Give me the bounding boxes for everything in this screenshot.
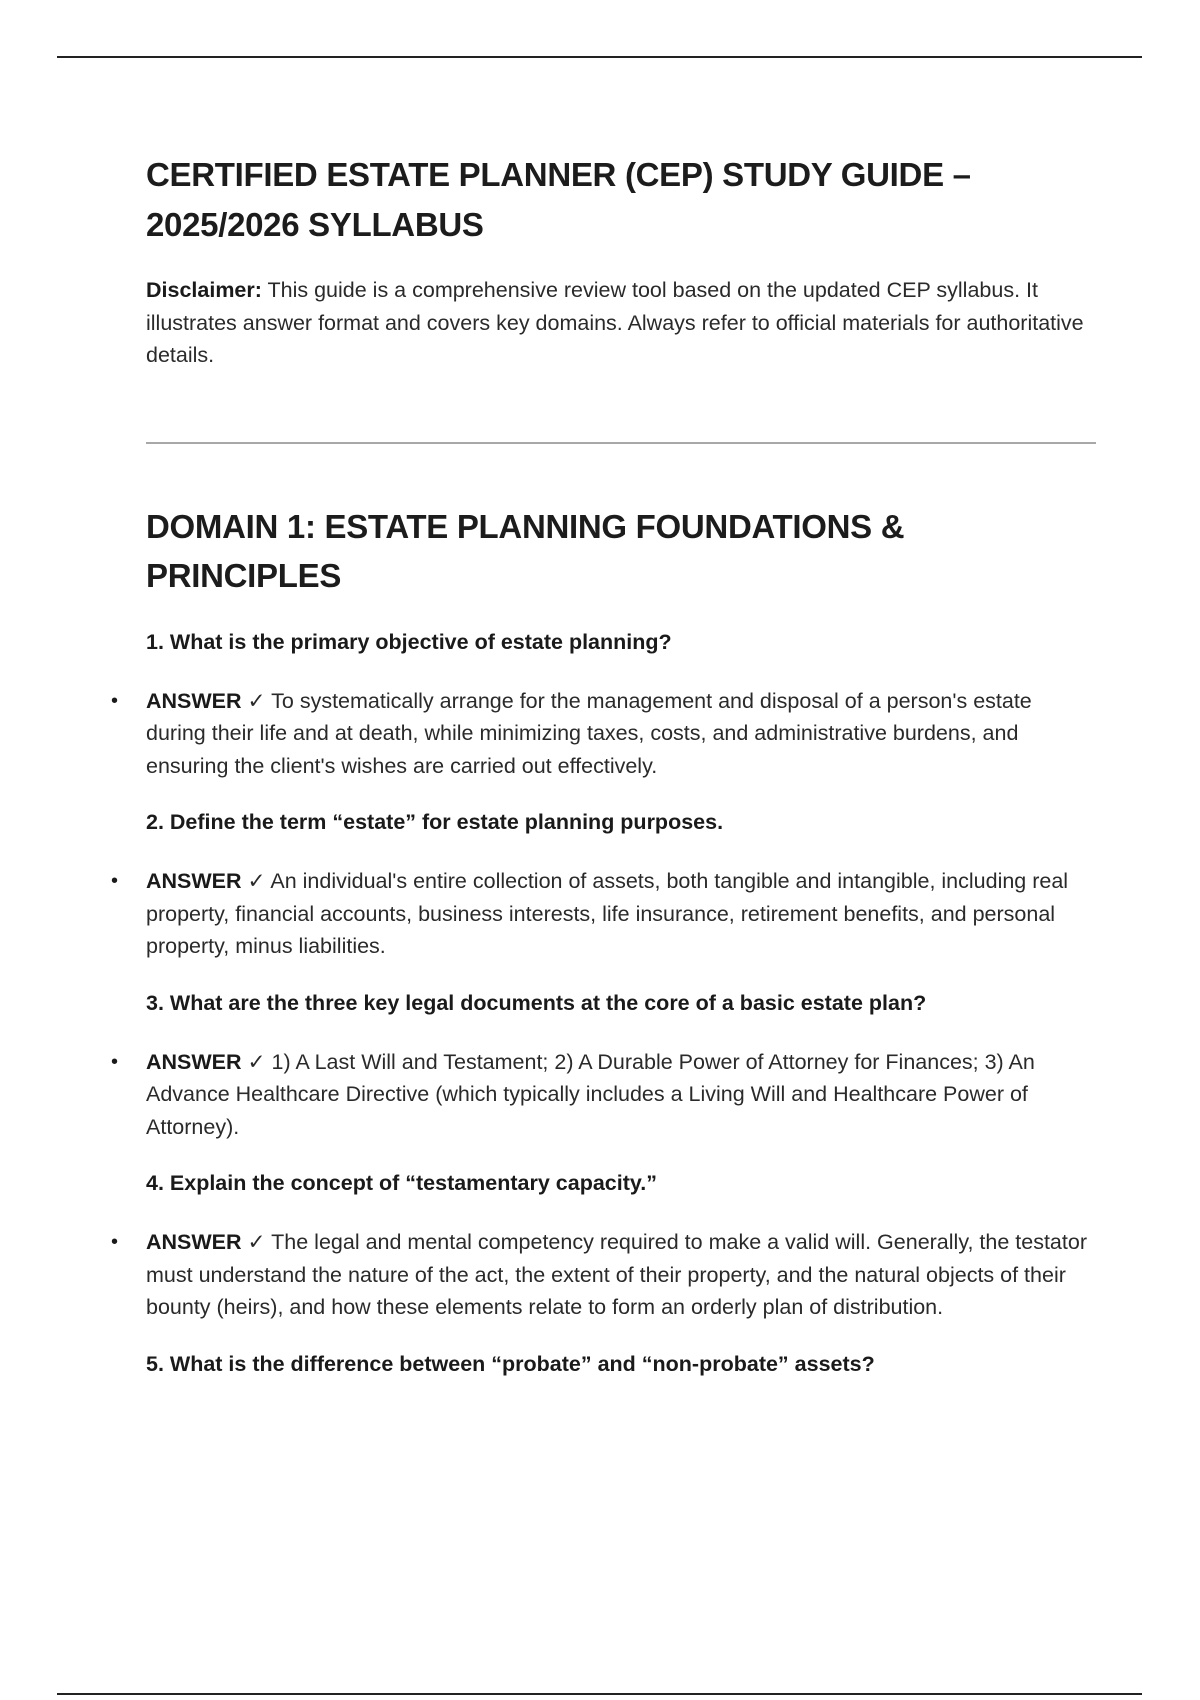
disclaimer-text: This guide is a comprehensive review tool based on the updated CEP syllabus. It illustrates answer format and covers key domains. Always refer to official materials for authoritative details. bbox=[146, 278, 1084, 367]
section-divider bbox=[146, 442, 1096, 444]
answer-label: ANSWER bbox=[146, 688, 242, 713]
question-3: 3. What are the three key legal documents at the core of a basic estate plan? bbox=[146, 990, 927, 1015]
answer-label: ANSWER bbox=[146, 1049, 242, 1074]
answer-text: To systematically arrange for the management and disposal of a person's estate during their life and at death, while minimizing taxes, costs, and administrative burdens, and ensuring the client's wishes are carried out effectively. bbox=[146, 688, 1032, 778]
question-5: 5. What is the difference between “probate” and “non-probate” assets? bbox=[146, 1351, 875, 1376]
domain-heading: DOMAIN 1: ESTATE PLANNING FOUNDATIONS & PRINCIPLES bbox=[146, 507, 905, 594]
answer-text: The legal and mental competency required to make a valid will. Generally, the testator must understand the nature of the act, the extent of their property, and the natural objects of their bounty (heirs), and how these elements relate to form an orderly plan of distribution. bbox=[146, 1230, 1087, 1319]
checkmark-icon: ✓ bbox=[247, 869, 266, 893]
answer-2 bbox=[111, 865, 1096, 963]
answer-label: ANSWER bbox=[146, 869, 242, 893]
document-body bbox=[111, 150, 1096, 1380]
answer-3 bbox=[111, 1046, 1096, 1144]
bullet-icon: • bbox=[111, 1231, 119, 1253]
answer-1 bbox=[111, 685, 1096, 783]
bottom-rule bbox=[57, 1693, 1142, 1695]
answer-text: 1) A Last Will and Testament; 2) A Durable Power of Attorney for Finances; 3) An Advance Healthcare Directive (which typically includes a Living Will and Healthcare Power of Attorney). bbox=[146, 1049, 1035, 1139]
answer-label: ANSWER bbox=[146, 1230, 242, 1254]
bullet-icon: • bbox=[111, 689, 119, 712]
qa-list bbox=[111, 626, 1096, 1380]
document-title: CERTIFIED ESTATE PLANNER (CEP) STUDY GUIDE – 2025/2026 SYLLABUS bbox=[146, 156, 971, 243]
bullet-icon: • bbox=[111, 870, 119, 892]
checkmark-icon: ✓ bbox=[247, 688, 266, 713]
disclaimer bbox=[146, 274, 1096, 372]
disclaimer-label: Disclaimer: bbox=[146, 278, 262, 302]
answer-4 bbox=[111, 1226, 1096, 1324]
top-rule bbox=[57, 56, 1142, 58]
question-4: 4. Explain the concept of “testamentary capacity.” bbox=[146, 1171, 657, 1195]
question-2: 2. Define the term “estate” for estate planning purposes. bbox=[146, 810, 724, 834]
question-1: 1. What is the primary objective of estate planning? bbox=[146, 629, 672, 654]
answer-text: An individual's entire collection of assets, both tangible and intangible, including real property, financial accounts, business interests, life insurance, retirement benefits, and personal property, minus liabilities. bbox=[146, 869, 1069, 958]
checkmark-icon: ✓ bbox=[247, 1049, 266, 1074]
bullet-icon: • bbox=[111, 1050, 119, 1073]
checkmark-icon: ✓ bbox=[247, 1230, 266, 1254]
